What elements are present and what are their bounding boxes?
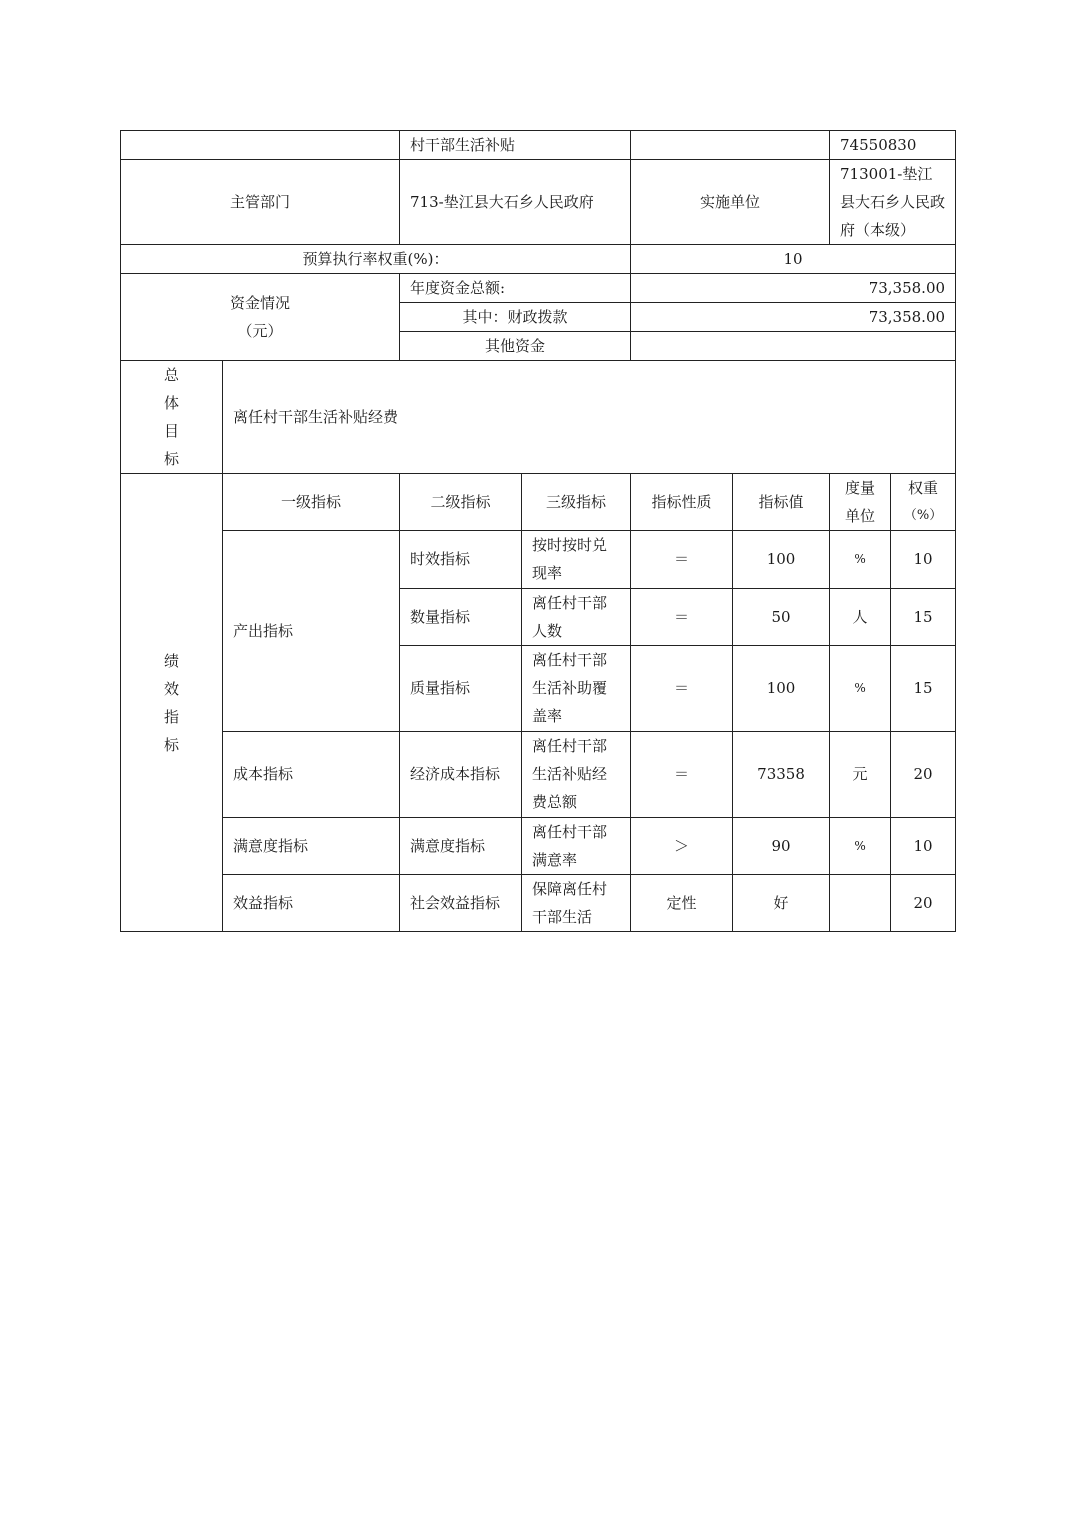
budget-weight-row	[121, 245, 956, 274]
level1-cell: 效益指标	[223, 874, 400, 931]
value-cell: 100	[733, 531, 830, 588]
header-level3: 三级指标	[522, 474, 631, 531]
unit-cell: 人	[830, 588, 891, 645]
value-cell: 好	[733, 874, 830, 931]
project-code-label-cell	[631, 131, 830, 160]
weight-cell: 10	[891, 817, 956, 874]
value-cell: 50	[733, 588, 830, 645]
impl-unit-label: 实施单位	[631, 160, 830, 245]
header-value: 指标值	[733, 474, 830, 531]
table-row	[121, 531, 956, 588]
level1-cell: 成本指标	[223, 731, 400, 817]
level3-cell: 按时按时兑现率	[522, 531, 631, 588]
level2-cell: 社会效益指标	[400, 874, 522, 931]
funds-fiscal-value: 73,358.00	[631, 303, 956, 332]
header-unit	[830, 474, 891, 531]
unit-cell: %	[830, 531, 891, 588]
goal-label-char: 标	[163, 450, 179, 469]
goal-label	[121, 361, 223, 474]
goal-label-char: 目	[163, 422, 179, 441]
header-unit-line1: 度量	[845, 479, 876, 498]
level2-cell: 质量指标	[400, 645, 522, 731]
weight-cell: 15	[891, 588, 956, 645]
weight-cell: 10	[891, 531, 956, 588]
indicator-label-char: 标	[163, 735, 179, 754]
table-row	[121, 874, 956, 931]
level3-cell: 离任村干部生活补助覆盖率	[522, 645, 631, 731]
unit-cell: %	[830, 645, 891, 731]
weight-cell: 20	[891, 874, 956, 931]
indicator-label-char: 指	[163, 707, 179, 726]
goal-label-char: 体	[163, 394, 179, 413]
weight-cell: 20	[891, 731, 956, 817]
table-row	[121, 817, 956, 874]
funds-other-value	[631, 332, 956, 361]
level1-cell: 满意度指标	[223, 817, 400, 874]
nature-cell: ＝	[631, 645, 733, 731]
level3-cell: 保障离任村干部生活	[522, 874, 631, 931]
header-weight-line2: （%）	[903, 508, 943, 524]
budget-weight-value: 10	[631, 245, 956, 274]
project-name: 村干部生活补贴	[400, 131, 631, 160]
project-label-cell	[121, 131, 400, 160]
performance-goal-table	[120, 130, 956, 932]
level2-cell: 满意度指标	[400, 817, 522, 874]
funds-label-line2: （元）	[237, 322, 283, 341]
nature-cell: ＝	[631, 531, 733, 588]
funds-annual-value: 73,358.00	[631, 274, 956, 303]
indicator-label-char: 绩	[163, 651, 179, 670]
header-weight	[891, 474, 956, 531]
project-code: 74550830	[830, 131, 956, 160]
nature-cell: ＝	[631, 731, 733, 817]
level3-cell: 离任村干部人数	[522, 588, 631, 645]
funds-annual-label: 年度资金总额:	[400, 274, 631, 303]
project-row	[121, 131, 956, 160]
value-cell: 100	[733, 645, 830, 731]
header-weight-line1: 权重	[908, 479, 939, 498]
impl-unit-value: 713001-垫江县大石乡人民政府（本级）	[830, 160, 956, 245]
header-level2: 二级指标	[400, 474, 522, 531]
funds-label	[121, 274, 400, 361]
header-nature: 指标性质	[631, 474, 733, 531]
goal-label-char: 总	[163, 366, 179, 385]
indicator-header-row	[121, 474, 956, 531]
department-row	[121, 160, 956, 245]
indicator-label-char: 效	[163, 679, 179, 698]
unit-cell: %	[830, 817, 891, 874]
nature-cell: ＝	[631, 588, 733, 645]
header-level1: 一级指标	[223, 474, 400, 531]
level2-cell: 数量指标	[400, 588, 522, 645]
nature-cell: 定性	[631, 874, 733, 931]
level2-cell: 经济成本指标	[400, 731, 522, 817]
unit-cell: 元	[830, 731, 891, 817]
budget-weight-label: 预算执行率权重(%)：	[121, 245, 631, 274]
department-label: 主管部门	[121, 160, 400, 245]
level3-cell: 离任村干部满意率	[522, 817, 631, 874]
header-unit-line2: 单位	[845, 507, 876, 526]
unit-cell	[830, 874, 891, 931]
funds-label-line1: 资金情况	[229, 294, 290, 313]
funds-other-label: 其他资金	[400, 332, 631, 361]
level1-cell: 产出指标	[223, 531, 400, 731]
table-row	[121, 731, 956, 817]
value-cell: 73358	[733, 731, 830, 817]
nature-cell: ＞	[631, 817, 733, 874]
value-cell: 90	[733, 817, 830, 874]
indicator-label	[121, 474, 223, 932]
funds-annual-row	[121, 274, 956, 303]
level2-cell: 时效指标	[400, 531, 522, 588]
funds-fiscal-label: 其中：财政拨款	[400, 303, 631, 332]
department-value: 713-垫江县大石乡人民政府	[400, 160, 631, 245]
goal-row	[121, 361, 956, 474]
level3-cell: 离任村干部生活补贴经费总额	[522, 731, 631, 817]
weight-cell: 15	[891, 645, 956, 731]
goal-text: 离任村干部生活补贴经费	[223, 361, 956, 474]
